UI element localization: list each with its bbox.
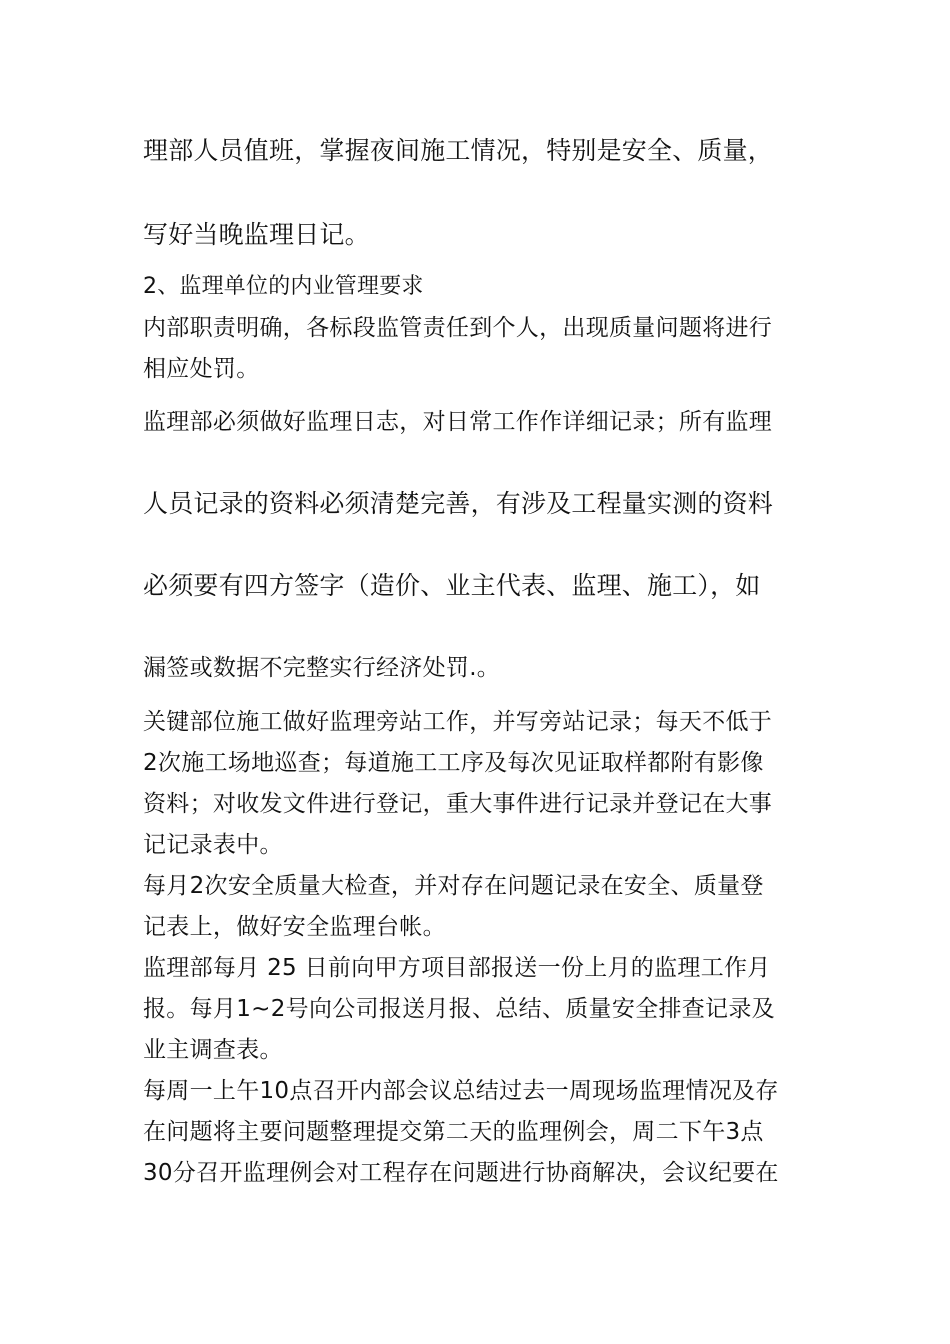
text-line: 每周一上午10点召开内部会议总结过去一周现场监理情况及存 [143, 1078, 779, 1104]
text-line: 理部人员值班，掌握夜间施工情况，特别是安全、质量， [143, 136, 774, 165]
text-line: 必须要有四方签字（造价、业主代表、监理、施工），如 [143, 571, 761, 600]
text-line: 报。每月1~2号向公司报送月报、总结、质量安全排查记录及 [143, 996, 775, 1022]
text-line: 业主调查表。 [143, 1037, 283, 1063]
text-line: 内部职责明确，各标段监管责任到个人，出现质量问题将进行 [143, 315, 773, 341]
text-line: 写好当晚监理日记。 [143, 220, 370, 249]
text-line: 30分召开监理例会对工程存在问题进行协商解决，会议纪要在 [143, 1160, 779, 1186]
text-line: 记表上，做好安全监理台帐。 [143, 914, 446, 940]
text-line: 在问题将主要问题整理提交第二天的监理例会，周二下午3点 [143, 1119, 764, 1145]
text-line: 相应处罚。 [143, 356, 260, 382]
text-line: 记记录表中。 [143, 832, 283, 858]
text-line: 2次施工场地巡查；每道施工工序及每次见证取样都附有影像 [143, 750, 764, 776]
text-line: 漏签或数据不完整实行经济处罚.。 [143, 655, 501, 681]
section-heading: 2、监理单位的内业管理要求 [143, 274, 424, 299]
text-line: 人员记录的资料必须清楚完善，有涉及工程量实测的资料 [143, 489, 774, 518]
text-line: 监理部必须做好监理日志，对日常工作作详细记录；所有监理 [143, 409, 773, 435]
text-line: 每月2次安全质量大检查，并对存在问题记录在安全、质量登 [143, 873, 764, 899]
text-line: 资料；对收发文件进行登记，重大事件进行记录并登记在大事 [143, 791, 773, 817]
text-line: 关键部位施工做好监理旁站工作，并写旁站记录；每天不低于 [143, 709, 773, 735]
text-line: 监理部每月 25 日前向甲方项目部报送一份上月的监理工作月 [143, 955, 771, 981]
